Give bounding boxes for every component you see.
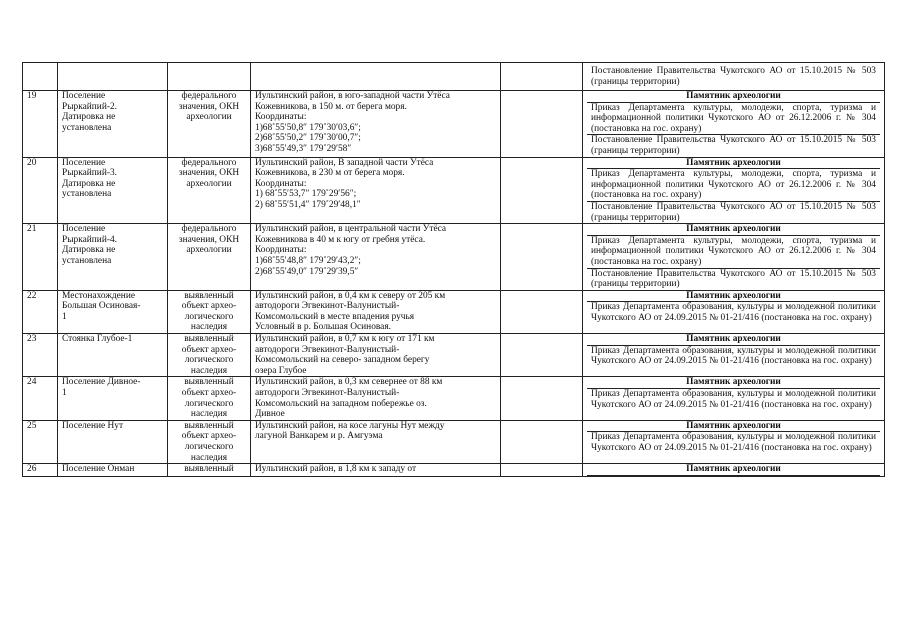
table-row [23,91,885,158]
cell-blank [501,224,583,291]
category-line: выявленный [184,334,234,345]
location-line: Иультинский район, в 0,7 км к югу от 171 км [255,334,435,345]
category-line: выявленный [184,290,234,301]
document-entry: Приказ Департамента культуры, молодежи, спорта, туризма и информационной политики Чукотского АО от 26.12.2006 г. № 304 (постановка на гос. охрану) [591,235,876,267]
cell-location [251,334,501,377]
location-line: автодороги Эгвекинот-Валунистый- [255,388,400,399]
cell-number: 26 [23,464,58,477]
object-name-line: Датировка не [62,178,116,189]
category-line: наследия [190,409,228,420]
cell-number: 23 [23,334,58,377]
object-name-line: 1 [62,388,67,399]
cell-number [23,63,58,91]
category-line: наследия [190,365,228,376]
table-row [23,420,885,463]
table-row [23,377,885,420]
location-line: Кожевникова, в 230 м от берега моря. [255,168,405,179]
cell-category [168,224,251,291]
cell-name [58,91,168,158]
cell-location [251,157,501,224]
location-line: Комсомольский в месте впадения ручья [255,311,415,322]
location-line: Координаты: [255,245,307,256]
cell-location [251,290,501,333]
object-name-line: Поселение [62,157,106,168]
cell-blank [501,464,583,477]
cell-category [168,464,251,477]
cell-number: 22 [23,290,58,333]
document-entry: Постановление Правительства Чукотского АО от 15.10.2015 № 503 (границы территории) [587,201,880,223]
object-name-line: Поселение Нут [62,420,124,431]
cell-blank [501,290,583,333]
cell-number: 19 [23,91,58,158]
cell-name [58,157,168,224]
category-line: логического [184,442,234,452]
cell-documents [583,420,885,463]
location-line: Координаты: [255,178,307,189]
object-name-line: Рыркайпий-3. [62,168,117,179]
category-line: объект архео- [181,388,237,399]
table-row [23,334,885,377]
location-line: 1) 68˚55′53,7″ 179˚29′56″; [255,189,357,200]
cell-category [168,290,251,333]
location-line: Иультинский район, в юго-западной части Утёса [255,91,450,101]
category-line: значения, ОКН [178,101,240,112]
category-line: археологии [186,178,232,189]
cell-blank [501,334,583,377]
table-row-continuation [23,63,885,91]
location-line: 2)68˚55′49,0″ 179˚29′39,5″ [255,266,359,277]
category-line: логического [184,311,234,322]
location-line: автодороги Эгвекинот-Валунистый- [255,344,400,355]
category-line: федерального [181,157,237,168]
document-entry: Постановление Правительства Чукотского АО от 15.10.2015 № 503 (границы территории) [587,134,880,156]
monument-type: Памятник археологии [587,421,880,433]
cell-name [58,420,168,463]
monument-type: Памятник археологии [587,291,880,303]
monument-type: Памятник археологии [587,158,880,170]
table-body [23,63,885,477]
category-line: археологии [186,112,232,123]
cell-number: 24 [23,377,58,420]
location-line: Иультинский район, в 0,4 км к северу от 205 км [255,290,446,301]
location-line: Дивное [255,409,285,420]
category-line: объект архео- [181,344,237,355]
cell-category [168,334,251,377]
document-entry: Приказ Департамента культуры, молодежи, спорта, туризма и информационной политики Чукотского АО от 26.12.2006 г. № 304 (постановка на гос. охрану) [591,102,876,134]
object-name-line: Поселение Дивное- [62,377,141,388]
category-line: логического [184,398,234,409]
object-name-line: установлена [62,189,112,200]
location-line: Комсомольский на западном побережье оз. [255,398,427,409]
category-line: объект архео- [181,301,237,312]
cell-name [58,334,168,377]
cell-location [251,420,501,463]
document-entry: Приказ Департамента культуры, молодежи, спорта, туризма и информационной политики Чукотского АО от 26.12.2006 г. № 304 (постановка на гос. охрану) [591,169,876,201]
category-line: федерального [181,91,237,101]
object-name-line: 1 [62,311,67,322]
location-line: Комсомольский на северо- западном берегу [255,355,430,366]
object-name-line: Поселение [62,91,106,101]
table-row [23,157,885,224]
location-line: Условный в р. Большая Осиновая. [255,322,391,333]
cell-name [58,63,168,91]
table-row [23,290,885,333]
monument-type: Памятник археологии [587,91,880,103]
monument-type: Памятник археологии [587,224,880,236]
location-line: лагуной Ванкарем и р. Амгуэма [255,431,383,442]
object-name-line: Большая Осиновая- [62,301,141,312]
cell-documents [583,157,885,224]
category-line: выявленный [184,377,234,388]
object-name-line: установлена [62,122,112,133]
heritage-registry-table [22,62,885,477]
category-line: логического [184,355,234,366]
cell-category [168,377,251,420]
object-name-line: Стоянка Глубое-1 [62,334,133,345]
object-name-line: Поселение Онман [62,464,135,475]
location-line: автодороги Эгвекинот-Валунистый- [255,301,400,312]
cell-name [58,377,168,420]
cell-location [251,464,501,477]
cell-category [168,91,251,158]
location-line: 2) 68˚55′51,4″ 179˚29′48,1″ [255,199,361,210]
cell-documents [583,377,885,420]
object-name-line: Датировка не [62,112,116,123]
category-line: выявленный [184,420,234,431]
location-line: Иультинский район, на косе лагуны Нут между [255,420,445,431]
location-line: 2)68˚55′50,2″ 179˚30′00,7″; [255,133,361,144]
category-line: значения, ОКН [178,234,240,245]
cell-number: 20 [23,157,58,224]
location-line: 3)68˚55′49,3″ 179˚29′58″ [255,143,352,154]
cell-number: 25 [23,420,58,463]
cell-category [168,63,251,91]
cell-name [58,290,168,333]
category-line: значения, ОКН [178,168,240,179]
document-entry: Приказ Департамента образования, культуры и молодежной политики Чукотского АО от 24.09.2015 № 01-21/416 (постановка на гос. охрану) [591,389,876,410]
cell-documents [583,91,885,158]
table-row [23,464,885,477]
cell-documents [583,224,885,291]
cell-name [58,224,168,291]
location-line: Координаты: [255,112,307,123]
cell-name [58,464,168,477]
cell-blank [501,91,583,158]
category-line: объект архео- [181,431,237,442]
cell-category [168,420,251,463]
document-entry: Приказ Департамента образования, культуры и молодежной политики Чукотского АО от 24.09.2015 № 01-21/416 (постановка на гос. охрану) [591,345,876,367]
object-name-line: установлена [62,255,112,266]
document-entry: Постановление Правительства Чукотского АО от 15.10.2015 № 503 (границы территории) [587,268,880,290]
cell-blank [501,63,583,91]
object-name-line: Рыркайпий-2. [62,101,117,112]
category-line: наследия [190,452,228,463]
document-entry: Приказ Департамента образования, культуры и молодежной политики Чукотского АО от 24.09.2015 № 01-21/416 (постановка на гос. охрану) [591,432,876,453]
cell-blank [501,157,583,224]
cell-documents [583,334,885,377]
cell-number: 21 [23,224,58,291]
category-line: наследия [190,322,228,333]
object-name-line: Рыркайпий-4. [62,234,117,245]
cell-location [251,224,501,291]
cell-category [168,157,251,224]
cell-location [251,377,501,420]
object-name-line: Датировка не [62,245,116,256]
cell-documents [583,464,885,477]
category-line: археологии [186,245,232,256]
location-line: Иультинский район, в 1,8 км к западу от [255,464,417,475]
location-line: 1)68˚55′48,8″ 179˚29′43,2″; [255,255,361,266]
document-entry: Постановление Правительства Чукотского АО от 15.10.2015 № 503 (границы территории) [591,66,876,87]
cell-location [251,63,501,91]
monument-type: Памятник археологии [587,334,880,346]
monument-type: Памятник археологии [587,377,880,389]
table-row [23,224,885,291]
location-line: 1)68˚55′50,8″ 179˚30′03,6″; [255,122,361,133]
location-line: Иультинский район, В западной части Утёса [255,157,434,168]
category-line: федерального [181,224,237,235]
category-line: выявленный [184,464,234,475]
cell-documents [583,290,885,333]
cell-location [251,91,501,158]
location-line: Кожевникова, в 150 м. от берега моря. [255,101,407,112]
document-entry: Приказ Департамента образования, культуры и молодежной политики Чукотского АО от 24.09.2015 № 01-21/416 (постановка на гос. охрану) [591,302,876,323]
cell-documents [583,63,885,91]
monument-type: Памятник археологии [587,464,880,476]
cell-blank [501,377,583,420]
cell-blank [501,420,583,463]
object-name-line: Местонахождение [62,290,135,301]
object-name-line: Поселение [62,224,106,235]
location-line: Иультинский район, в центральной части Утёса [255,224,447,235]
location-line: Кожевникова в 40 м к югу от гребня утёса. [255,234,426,245]
location-line: Иультинский район, в 0,3 км севернее от 88 км [255,377,443,388]
location-line: озера Глубое [255,365,307,376]
